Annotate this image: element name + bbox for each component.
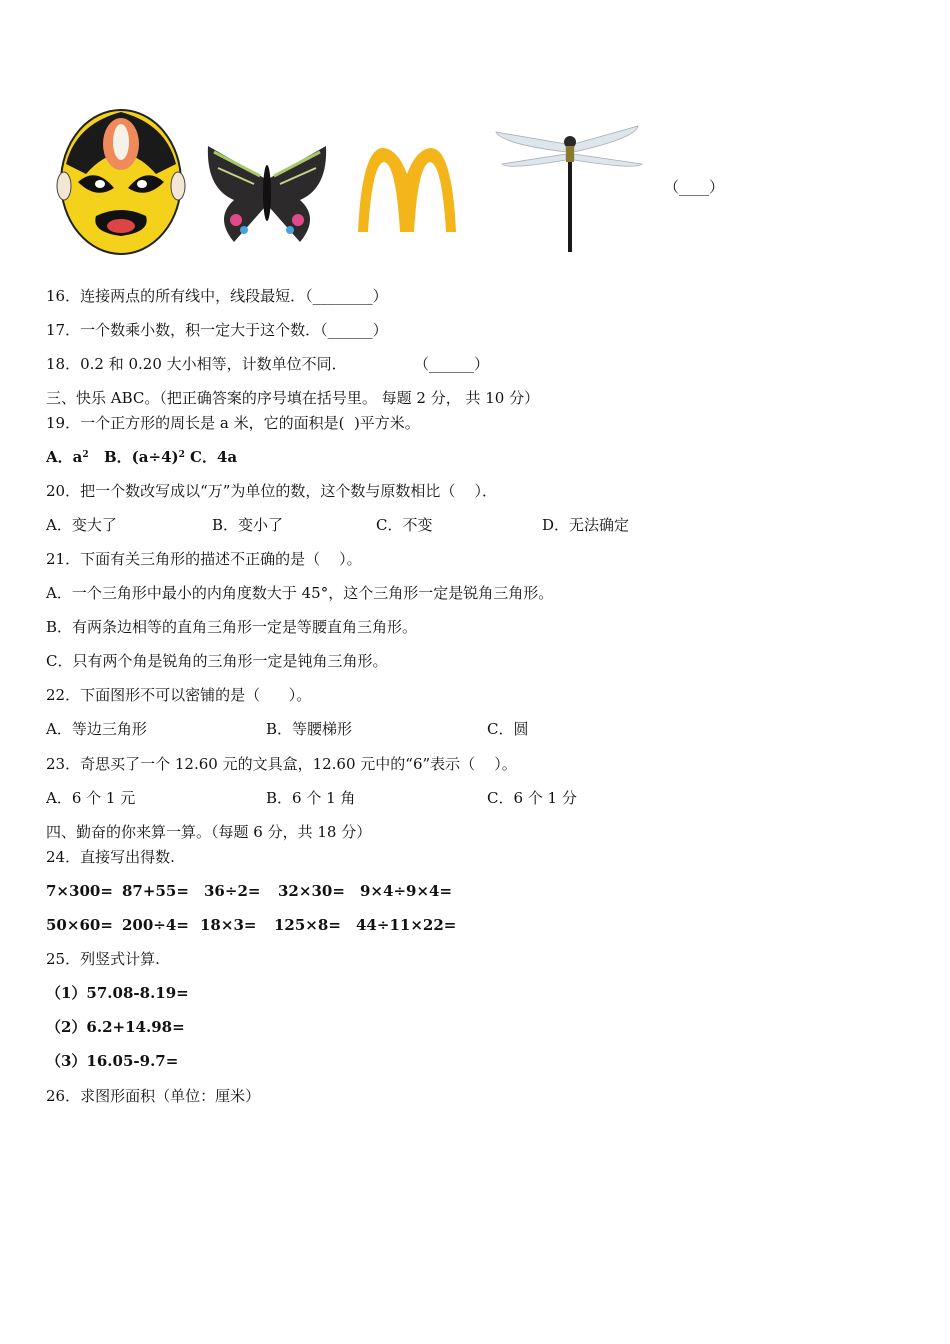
- q20-option-d[interactable]: D．无法确定: [542, 516, 630, 534]
- q21-option-b[interactable]: B．有两条边相等的直角三角形一定是等腰直角三角形。: [46, 618, 418, 636]
- vertical-calc-1[interactable]: （1）57.08-8.19=: [46, 984, 189, 1002]
- calc-2-5[interactable]: 44÷11×22=: [356, 916, 457, 934]
- section-4-heading: 四、勤奋的你来算一算。（每题 6 分，共 18 分）: [46, 823, 372, 841]
- calc-2-1[interactable]: 50×60=: [46, 916, 113, 934]
- question-26: 26．求图形面积（单位：厘米）: [46, 1087, 261, 1105]
- question-25: 25．列竖式计算.: [46, 950, 160, 968]
- vertical-calc-3[interactable]: （3）16.05-9.7=: [46, 1052, 179, 1070]
- question-18-blank[interactable]: （______）: [414, 355, 490, 373]
- mcdonalds-logo-picture: [356, 144, 458, 234]
- q23-option-b[interactable]: B．6 个 1 角: [266, 789, 356, 807]
- calc-1-2[interactable]: 87+55=: [122, 882, 189, 900]
- q20-option-c[interactable]: C．不变: [376, 516, 433, 534]
- q19-option-c[interactable]: C．4a: [190, 448, 238, 466]
- question-23: 23．奇思买了一个 12.60 元的文具盒，12.60 元中的“6”表示（ ）。: [46, 755, 517, 773]
- dragonfly-picture: [492, 124, 648, 256]
- question-22: 22．下面图形不可以密铺的是（ ）。: [46, 686, 312, 704]
- butterfly-picture: [204, 138, 330, 248]
- calc-1-3[interactable]: 36÷2=: [204, 882, 261, 900]
- question-16: 16．连接两点的所有线中，线段最短．（________）: [46, 287, 388, 305]
- q22-option-c[interactable]: C．圆: [487, 720, 529, 738]
- q19-option-a[interactable]: A．$a^2$: [46, 448, 89, 466]
- calc-2-4[interactable]: 125×8=: [274, 916, 341, 934]
- calc-1-1[interactable]: 7×300=: [46, 882, 113, 900]
- q23-option-c[interactable]: C．6 个 1 分: [487, 789, 577, 807]
- question-17: 17．一个数乘小数，积一定大于这个数．（______）: [46, 321, 388, 339]
- q19-option-b[interactable]: B．$(a\div 4)^2$: [104, 448, 185, 466]
- calc-1-5[interactable]: 9×4÷9×4=: [360, 882, 453, 900]
- vertical-calc-2[interactable]: （2）6.2+14.98=: [46, 1018, 185, 1036]
- question-24: 24．直接写出得数.: [46, 848, 175, 866]
- question-19: 19．一个正方形的周长是 a 米，它的面积是( )平方米。: [46, 414, 420, 432]
- calc-1-4[interactable]: 32×30=: [278, 882, 345, 900]
- section-3-heading: 三、快乐 ABC。（把正确答案的序号填在括号里。 每题 2 分， 共 10 分）: [46, 389, 540, 407]
- q22-option-a[interactable]: A．等边三角形: [46, 720, 147, 738]
- calc-2-3[interactable]: 18×3=: [200, 916, 257, 934]
- calc-2-2[interactable]: 200÷4=: [122, 916, 189, 934]
- q22-option-b[interactable]: B．等腰梯形: [266, 720, 353, 738]
- q21-option-a[interactable]: A．一个三角形中最小的内角度数大于 45°，这个三角形一定是锐角三角形。: [46, 584, 554, 602]
- q23-option-a[interactable]: A．6 个 1 元: [46, 789, 136, 807]
- q20-option-a[interactable]: A．变大了: [46, 516, 117, 534]
- peking-opera-mask-picture: [56, 104, 186, 256]
- q21-option-c[interactable]: C．只有两个角是锐角的三角形一定是钝角三角形。: [46, 652, 388, 670]
- q20-option-b[interactable]: B．变小了: [212, 516, 284, 534]
- question-20: 20．把一个数改写成以“万”为单位的数，这个数与原数相比（ ）．: [46, 482, 497, 500]
- question-18: 18．0.2 和 0.20 大小相等，计数单位不同．: [46, 355, 347, 373]
- question-21: 21．下面有关三角形的描述不正确的是（ ）。: [46, 550, 362, 568]
- picture-answer-blank[interactable]: （____）: [664, 178, 725, 196]
